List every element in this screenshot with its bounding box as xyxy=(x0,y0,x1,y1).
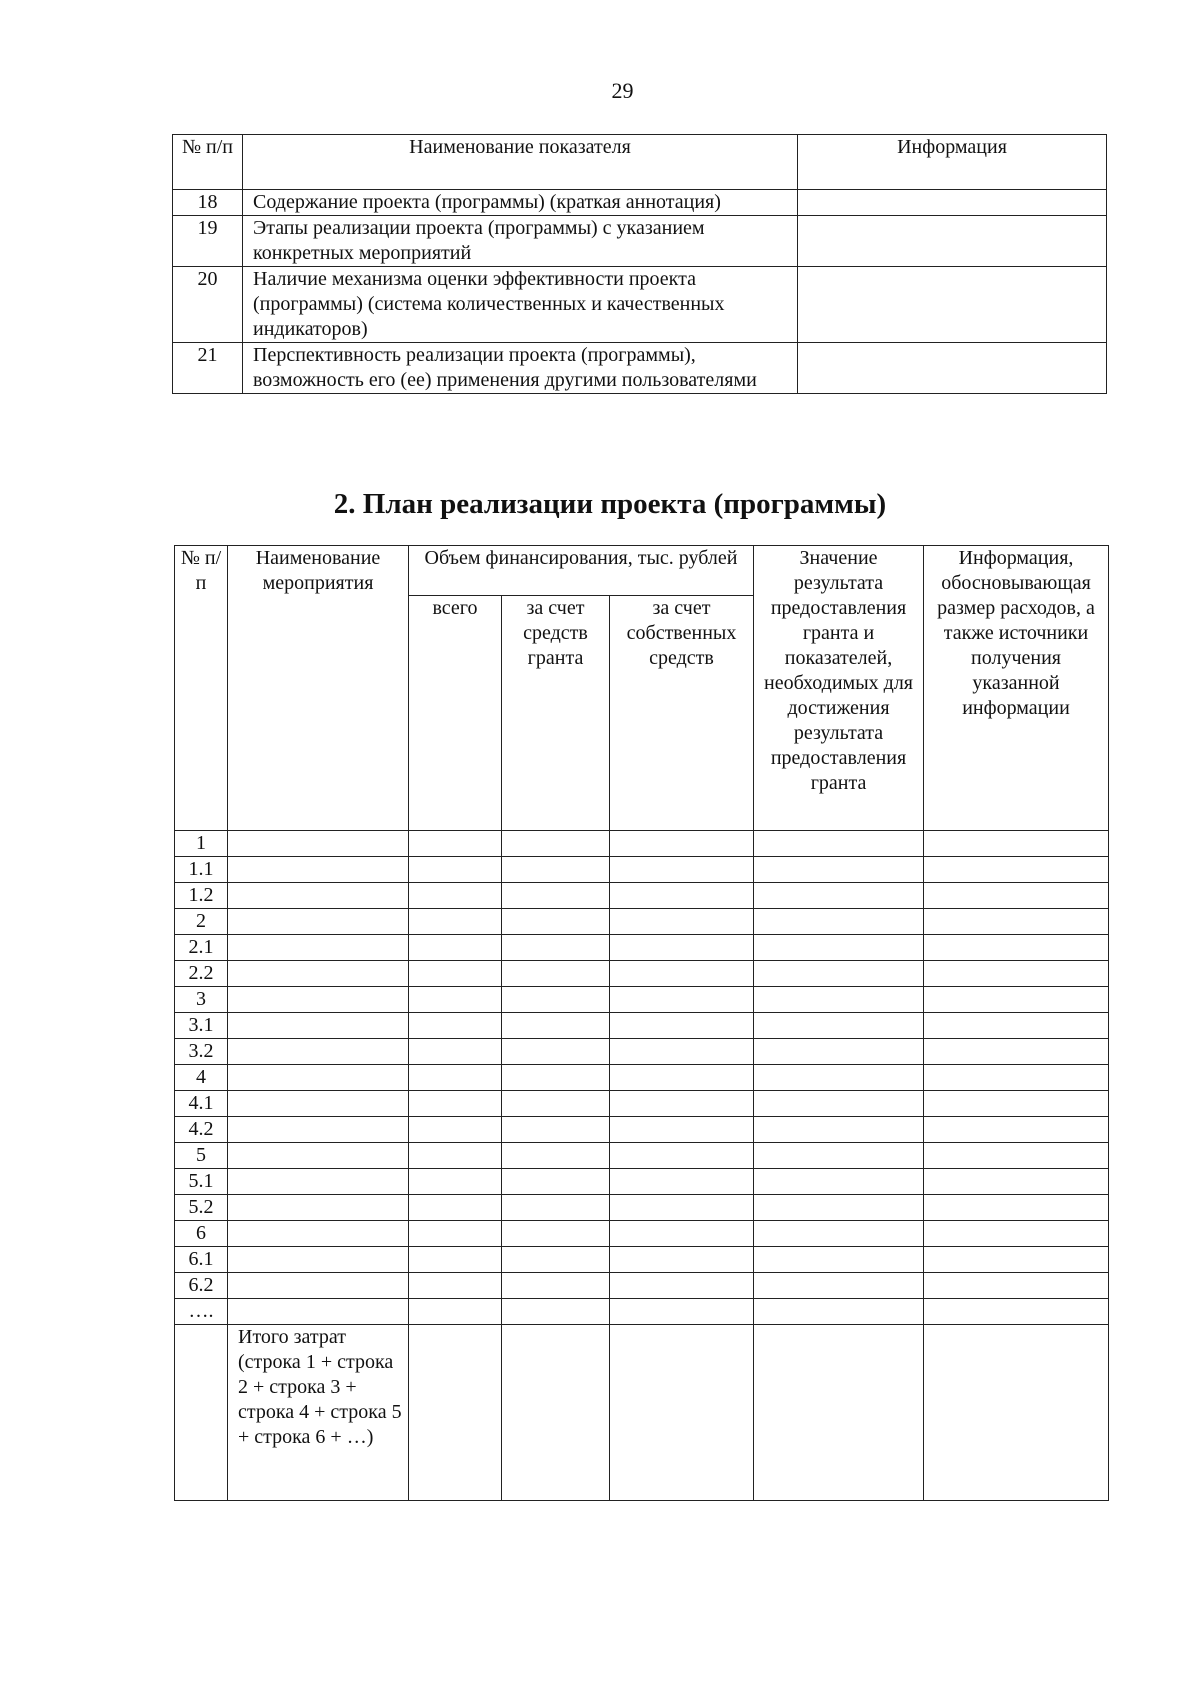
row-cell xyxy=(610,1143,754,1169)
row-cell xyxy=(924,1013,1109,1039)
row-cell xyxy=(754,961,924,987)
row-cell xyxy=(610,1013,754,1039)
row-cell xyxy=(924,909,1109,935)
row-cell xyxy=(228,909,409,935)
row-cell xyxy=(610,1169,754,1195)
row-cell xyxy=(502,935,610,961)
row-info xyxy=(798,267,1107,343)
row-num: 3 xyxy=(175,987,228,1013)
row-cell xyxy=(754,987,924,1013)
row-cell xyxy=(409,961,502,987)
row-cell xyxy=(924,1195,1109,1221)
table-row-total xyxy=(175,1325,1109,1501)
row-cell xyxy=(228,1273,409,1299)
row-cell xyxy=(610,987,754,1013)
row-cell xyxy=(228,1247,409,1273)
table-row xyxy=(175,1247,1109,1273)
row-cell xyxy=(228,1221,409,1247)
row-cell xyxy=(754,1247,924,1273)
row-cell xyxy=(610,831,754,857)
header-indicator-name: Наименование показателя xyxy=(243,135,798,190)
row-cell xyxy=(409,883,502,909)
total-cell xyxy=(409,1325,502,1501)
row-cell xyxy=(924,831,1109,857)
row-num: 4 xyxy=(175,1065,228,1091)
total-cell xyxy=(924,1325,1109,1501)
row-cell xyxy=(228,1299,409,1325)
row-cell xyxy=(409,987,502,1013)
row-cell xyxy=(754,831,924,857)
row-cell xyxy=(409,1247,502,1273)
row-cell xyxy=(228,1065,409,1091)
row-cell xyxy=(228,831,409,857)
header-event-name: Наименование мероприятия xyxy=(228,546,409,831)
header-funding: Объем финансирования, тыс. рублей xyxy=(409,546,754,596)
row-num: 2 xyxy=(175,909,228,935)
row-cell xyxy=(228,987,409,1013)
row-num: 5 xyxy=(175,1143,228,1169)
total-cell xyxy=(610,1325,754,1501)
row-cell xyxy=(409,935,502,961)
row-cell xyxy=(754,1195,924,1221)
row-num: 2.1 xyxy=(175,935,228,961)
row-cell xyxy=(409,909,502,935)
row-cell xyxy=(610,1065,754,1091)
section-title: 2. План реализации проекта (программы) xyxy=(333,488,887,520)
row-cell xyxy=(502,1065,610,1091)
header-num: № п/п xyxy=(175,546,228,831)
row-cell xyxy=(502,1039,610,1065)
table-row xyxy=(175,1013,1109,1039)
row-cell xyxy=(502,857,610,883)
row-cell xyxy=(502,987,610,1013)
row-cell xyxy=(502,1195,610,1221)
row-name: Перспективность реализации проекта (программы), возможность его (ее) применения другими пользователями xyxy=(243,343,798,394)
row-cell xyxy=(502,909,610,935)
row-num: 5.2 xyxy=(175,1195,228,1221)
row-cell xyxy=(502,831,610,857)
row-cell xyxy=(754,1065,924,1091)
row-num: 18 xyxy=(173,190,243,216)
row-cell xyxy=(409,1195,502,1221)
row-cell xyxy=(228,1039,409,1065)
row-cell xyxy=(409,1013,502,1039)
row-cell xyxy=(754,1221,924,1247)
row-cell xyxy=(610,857,754,883)
total-cell xyxy=(754,1325,924,1501)
row-cell xyxy=(924,883,1109,909)
header-info: Информация xyxy=(798,135,1107,190)
row-cell xyxy=(924,987,1109,1013)
table-row xyxy=(175,831,1109,857)
row-num: 6.1 xyxy=(175,1247,228,1273)
row-cell xyxy=(754,1117,924,1143)
row-cell xyxy=(502,1143,610,1169)
row-cell xyxy=(610,1273,754,1299)
header-num: № п/п xyxy=(173,135,243,190)
row-num: 6 xyxy=(175,1221,228,1247)
row-cell xyxy=(610,1195,754,1221)
row-cell xyxy=(409,1117,502,1143)
table-row xyxy=(173,267,1107,343)
row-cell xyxy=(409,1065,502,1091)
header-result: Значение результата предоставления гранта и показателей, необходимых для достижения результата предоставления гранта xyxy=(754,546,924,831)
row-num: 3.1 xyxy=(175,1013,228,1039)
row-cell xyxy=(754,883,924,909)
row-cell xyxy=(754,857,924,883)
row-num: 21 xyxy=(173,343,243,394)
row-cell xyxy=(924,935,1109,961)
row-cell xyxy=(924,1117,1109,1143)
table-row xyxy=(175,1299,1109,1325)
row-cell xyxy=(924,1247,1109,1273)
row-name: Этапы реализации проекта (программы) с указанием конкретных мероприятий xyxy=(243,216,798,267)
row-cell xyxy=(409,1091,502,1117)
row-cell xyxy=(754,909,924,935)
row-cell xyxy=(924,857,1109,883)
table-row xyxy=(175,1221,1109,1247)
table-row xyxy=(175,1273,1109,1299)
row-cell xyxy=(610,1117,754,1143)
table-row xyxy=(175,1065,1109,1091)
row-cell xyxy=(502,1221,610,1247)
page-number: 29 xyxy=(611,78,634,103)
row-cell xyxy=(610,1299,754,1325)
table-row xyxy=(175,1195,1109,1221)
table-row xyxy=(175,1091,1109,1117)
table-row xyxy=(175,909,1109,935)
table-row xyxy=(175,883,1109,909)
header-funding-own: за счет собственных средств xyxy=(610,596,754,831)
table-row xyxy=(175,1039,1109,1065)
row-cell xyxy=(502,1299,610,1325)
row-info xyxy=(798,343,1107,394)
header-funding-grant: за счет средств гранта xyxy=(502,596,610,831)
row-num: 19 xyxy=(173,216,243,267)
row-cell xyxy=(924,1039,1109,1065)
row-cell xyxy=(502,1013,610,1039)
row-cell xyxy=(754,1039,924,1065)
table-header-row xyxy=(173,135,1107,190)
row-cell xyxy=(228,1169,409,1195)
row-cell xyxy=(409,1299,502,1325)
row-cell xyxy=(228,857,409,883)
row-cell xyxy=(924,1169,1109,1195)
row-num: 1.1 xyxy=(175,857,228,883)
row-num: 3.2 xyxy=(175,1039,228,1065)
row-cell xyxy=(228,1013,409,1039)
row-cell xyxy=(502,1247,610,1273)
row-cell xyxy=(409,857,502,883)
row-num: 2.2 xyxy=(175,961,228,987)
table-row xyxy=(175,1143,1109,1169)
row-cell xyxy=(409,1039,502,1065)
row-num: 5.1 xyxy=(175,1169,228,1195)
row-cell xyxy=(610,1091,754,1117)
row-cell xyxy=(409,1169,502,1195)
row-cell xyxy=(610,961,754,987)
table-row xyxy=(175,935,1109,961)
row-cell xyxy=(228,1195,409,1221)
table-header-row xyxy=(175,546,1109,596)
total-label: Итого затрат (строка 1 + строка 2 + строка 3 + строка 4 + строка 5 + строка 6 + …) xyxy=(228,1325,409,1501)
table-row xyxy=(175,1117,1109,1143)
row-cell xyxy=(228,1117,409,1143)
row-num: 20 xyxy=(173,267,243,343)
row-cell xyxy=(502,1273,610,1299)
row-cell xyxy=(924,1299,1109,1325)
table-row xyxy=(173,190,1107,216)
row-num: 1 xyxy=(175,831,228,857)
row-name: Содержание проекта (программы) (краткая аннотация) xyxy=(243,190,798,216)
row-cell xyxy=(228,1143,409,1169)
row-cell xyxy=(610,935,754,961)
row-num: …. xyxy=(175,1299,228,1325)
row-cell xyxy=(754,1273,924,1299)
row-cell xyxy=(924,961,1109,987)
row-cell xyxy=(502,1169,610,1195)
row-num: 4.2 xyxy=(175,1117,228,1143)
row-cell xyxy=(409,1221,502,1247)
row-name: Наличие механизма оценки эффективности проекта (программы) (система количественных и качественных индикаторов) xyxy=(243,267,798,343)
row-info xyxy=(798,190,1107,216)
row-cell xyxy=(754,1299,924,1325)
row-cell xyxy=(924,1065,1109,1091)
row-cell xyxy=(924,1221,1109,1247)
row-cell xyxy=(502,1117,610,1143)
row-cell xyxy=(502,961,610,987)
row-cell xyxy=(924,1143,1109,1169)
row-cell xyxy=(924,1273,1109,1299)
row-cell xyxy=(502,1091,610,1117)
table-row xyxy=(175,1169,1109,1195)
row-cell xyxy=(924,1091,1109,1117)
row-info xyxy=(798,216,1107,267)
table-row xyxy=(175,987,1109,1013)
row-cell xyxy=(754,1169,924,1195)
row-cell xyxy=(228,883,409,909)
row-cell xyxy=(610,1221,754,1247)
row-cell xyxy=(228,1091,409,1117)
row-cell xyxy=(502,883,610,909)
row-num: 1.2 xyxy=(175,883,228,909)
indicator-table xyxy=(172,134,1107,394)
table-row xyxy=(173,343,1107,394)
table-row xyxy=(173,216,1107,267)
row-cell xyxy=(409,1273,502,1299)
row-cell xyxy=(409,1143,502,1169)
table-row xyxy=(175,857,1109,883)
row-cell xyxy=(610,1247,754,1273)
row-cell xyxy=(228,935,409,961)
row-cell xyxy=(610,909,754,935)
row-cell xyxy=(610,883,754,909)
row-num: 6.2 xyxy=(175,1273,228,1299)
row-num: 4.1 xyxy=(175,1091,228,1117)
row-cell xyxy=(610,1039,754,1065)
table-row xyxy=(175,961,1109,987)
row-cell xyxy=(754,935,924,961)
row-cell xyxy=(409,831,502,857)
header-info: Информация, обосновывающая размер расходов, а также источники получения указанной информации xyxy=(924,546,1109,831)
row-cell xyxy=(754,1143,924,1169)
row-cell xyxy=(754,1013,924,1039)
header-funding-total: всего xyxy=(409,596,502,831)
row-cell xyxy=(754,1091,924,1117)
plan-table xyxy=(174,545,1109,1501)
row-cell xyxy=(228,961,409,987)
total-num-cell xyxy=(175,1325,228,1501)
total-cell xyxy=(502,1325,610,1501)
